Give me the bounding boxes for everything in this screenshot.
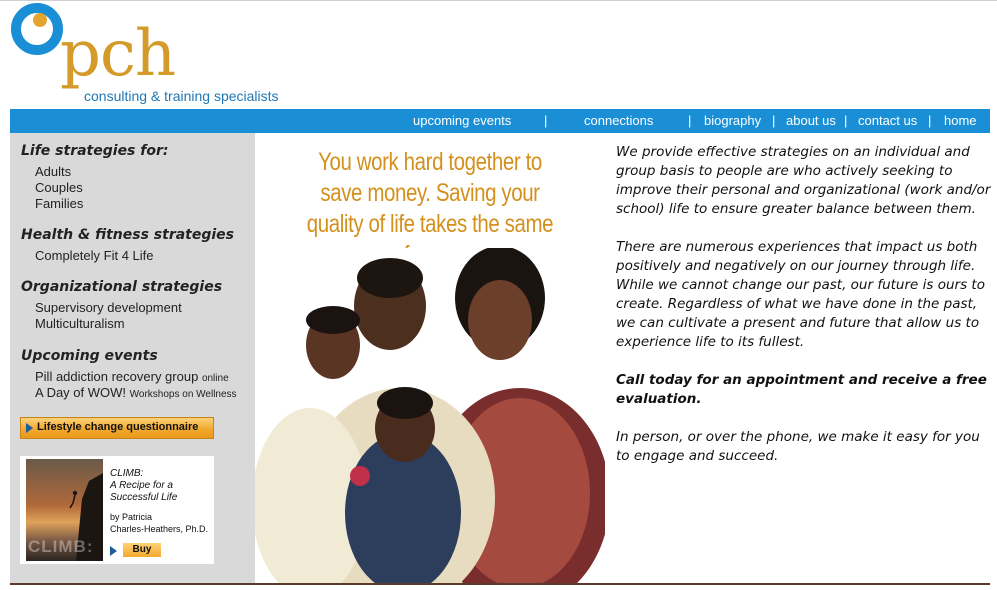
event-note: Workshops on Wellness — [129, 389, 237, 400]
book-title: CLIMB: A Recipe for a Successful Life — [110, 468, 178, 503]
questionnaire-label: Lifestyle change questionnaire — [37, 421, 199, 433]
arrow-right-icon — [26, 423, 33, 433]
nav-biography[interactable]: biography — [704, 113, 762, 128]
nav-connections[interactable]: connections — [584, 113, 654, 128]
event-title: A Day of WOW! — [35, 385, 127, 400]
call-to-action: Call today for an appointment and receive a free evaluation. — [616, 372, 987, 407]
nav-home[interactable]: home — [944, 113, 977, 128]
section-heading-life-strategies: Life strategies for: — [21, 143, 169, 159]
nav-separator: | — [544, 113, 548, 128]
sidebar-item-families[interactable]: Families — [35, 196, 84, 211]
top-divider — [0, 0, 997, 1]
nav-separator: | — [844, 113, 848, 128]
section-heading-organizational: Organizational strategies — [21, 279, 223, 295]
sidebar — [10, 133, 255, 583]
main-nav — [10, 109, 990, 133]
nav-contact-us[interactable]: contact us — [858, 113, 918, 128]
hero-banner — [255, 133, 605, 583]
sidebar-item-multiculturalism[interactable]: Multiculturalism — [35, 316, 125, 331]
section-heading-upcoming-events: Upcoming events — [21, 348, 158, 364]
site-logo[interactable] — [8, 2, 328, 107]
main-content — [616, 143, 992, 485]
section-heading-health-fitness: Health & fitness strategies — [21, 227, 235, 243]
nav-separator: | — [928, 113, 932, 128]
sidebar-item-day-of-wow[interactable] — [35, 385, 237, 400]
buy-book-button[interactable] — [110, 543, 168, 557]
book-author: by Patricia Charles-Heathers, Ph.D. — [110, 512, 209, 534]
sidebar-item-supervisory[interactable]: Supervisory development — [35, 300, 182, 315]
arrow-right-icon — [110, 546, 117, 556]
sidebar-item-adults[interactable]: Adults — [35, 164, 72, 179]
family-photo — [255, 248, 605, 583]
sidebar-item-completely-fit[interactable]: Completely Fit 4 Life — [35, 248, 154, 263]
experiences-paragraph: There are numerous experiences that impact us both positively and negatively on our journey through life. While we cannot change our past, our future is ours to create. Regardless of what we have done in the past, we can cultivate a present and future that allow us to experience life to its fullest. — [616, 239, 990, 350]
book-promo[interactable] — [20, 456, 214, 564]
buy-label: Buy — [123, 543, 161, 557]
engage-paragraph: In person, or over the phone, we make it easy for you to engage and succeed. — [616, 429, 980, 464]
book-cover-title: CLIMB: — [28, 537, 94, 556]
logo-wordmark: pch — [60, 17, 176, 91]
event-note: online — [201, 373, 229, 384]
book-cover-image[interactable] — [26, 459, 103, 561]
hero-headline: You work hard together to save money. Saving your quality of life takes the same — [306, 148, 554, 238]
event-title: Pill addiction recovery group — [35, 369, 199, 384]
lifestyle-questionnaire-button[interactable] — [20, 417, 214, 439]
bottom-divider — [10, 583, 990, 585]
logo-tagline: consulting & training specialists — [84, 88, 279, 104]
intro-paragraph: We provide effective strategies on an individual and group basis to people are who actively seeking to improve their personal and organizational (work and/or school) life to ensure greater balance between them. — [616, 144, 991, 217]
nav-separator: | — [688, 113, 692, 128]
logo-ring-icon — [10, 2, 64, 56]
nav-about-us[interactable]: about us — [786, 113, 836, 128]
nav-separator: | — [772, 113, 776, 128]
nav-upcoming-events[interactable]: upcoming events — [413, 113, 512, 128]
sidebar-item-pill-addiction[interactable] — [35, 369, 229, 384]
sidebar-item-couples[interactable]: Couples — [35, 180, 83, 195]
